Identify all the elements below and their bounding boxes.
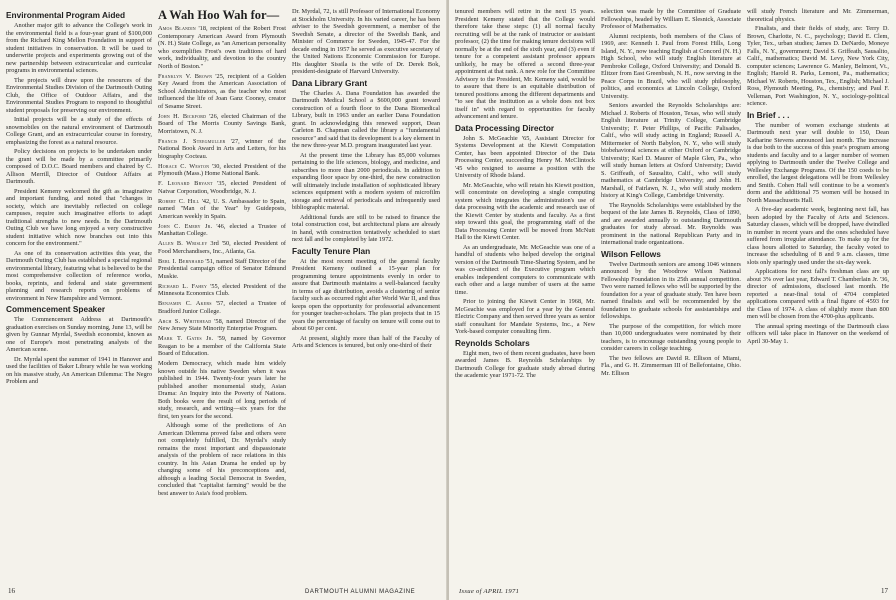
honoree-text: '59, named by Governor Reagan to be a member of the California State Board of Education. bbox=[158, 335, 286, 357]
honors-entry bbox=[158, 240, 286, 255]
honors-entry bbox=[158, 163, 286, 178]
honoree-name: Allen B. Wrisley bbox=[158, 240, 208, 247]
right-column-2 bbox=[601, 8, 741, 578]
paragraph: Alumni recipients, both members of the Class of 1969, are: Kenneth I. Paul from Forest Hills, Long Island, N. Y., now teaching English at Concord (N. H.) High School, who will study English literature at Pembroke College, Oxford University; and Donald B. Elitzer from East Greenbush, N. H., now serving in the Peace Corps in Brazil, who will study philosophy, politics, and economics at Lincoln College, Oxford University. bbox=[601, 32, 741, 100]
honoree-name: Berl I. Bernhard bbox=[158, 257, 204, 265]
honoree-text: '27, winner of the National Book Award in Arts and Letters, for his biography Cocteau. bbox=[158, 137, 286, 160]
left-column-2 bbox=[158, 8, 286, 578]
honors-entry bbox=[158, 300, 286, 315]
honoree-text: '57, elected a Trustee of Bradford Junior College. bbox=[158, 300, 286, 315]
paragraph: As one of its conservation activities this year, the Dartmouth Outing Club has established a special regional environmental library, featuring what is believed to be the most comprehensive collection of reference works, books, reprints, and federal and state government planning and research reports on problems of environment in New Hampshire and Vermont. bbox=[6, 249, 152, 302]
paragraph: A five-day academic week, beginning next fall, has been adopted by the Faculty of Arts and Sciences. Saturday classes, which will be dropped, have dwindled in number in recent years and the ones scheduled have suffered from irregular attendance. To make up for the class hours allotted to Saturday, the faculty voted to increase the scheduling of 8 and 9 a.m. classes, time slots only sparingly used under the six-day week. bbox=[747, 206, 889, 266]
honoree-name: Amos Blandin bbox=[158, 25, 196, 32]
paragraph: At present, slightly more than half of the Faculty of Arts and Sciences is tenured, but only one-third of their bbox=[292, 334, 440, 349]
paragraph: The projects will draw upon the resources of the Environmental Studies Division of the Dartmouth Outing Club, the Office of Outdoor Affairs, and the Environmental Studies Program to respond to thoughtful student proposals for preserving our environment. bbox=[6, 76, 152, 114]
paragraph: will study French literature and Mr. Zimmerman, theoretical physics. bbox=[747, 8, 889, 23]
honors-entry bbox=[158, 283, 286, 298]
right-column-3 bbox=[747, 8, 889, 578]
paragraph: At the most recent meeting of the general faculty President Kemeny outlined a 15-year plan for programming tenure appointments evenly in order to assure that Dartmouth maintains a well-balanced faculty in terms of age distribution, avoids a clustering of senior faculty such as occurred right after World War II, and thus keeps open the opportunity for professorial advancement for younger teacher-scholars. The plan projects that in 15 years the percentage of faculty on tenure will come out to about 60 per cent. bbox=[292, 257, 440, 332]
honors-list bbox=[158, 25, 286, 358]
honoree-name: Franklyn V. Brown bbox=[158, 72, 213, 80]
paragraph: Initial projects will be a study of the effects of snowmobiles on the natural environment of Dartmouth College Grant, and an extracurricular course in forestry, emphasizing the forest as a natural resource. bbox=[6, 116, 152, 146]
paragraph: As an undergraduate, Mr. McGeachie was one of a handful of students who helped develop the original version of the Dartmouth Time-Sharing System, and he was co-architect of the Executive program which enables independent computers to communicate with each other and a large number of users at the same time. bbox=[455, 243, 595, 296]
honoree-name: Benjamin C. Akers bbox=[158, 300, 212, 307]
honors-entry bbox=[158, 73, 286, 111]
paragraph: The annual spring meetings of the Dartmouth class officers will take place in Hanover on the weekend of April 30-May 1. bbox=[747, 322, 889, 345]
honoree-text: '51, named Staff Director of the Presidential campaign office of Senator Edmund Muskie. bbox=[158, 257, 286, 280]
honors-entry bbox=[158, 318, 286, 333]
paragraph: The Reynolds Scholarships were established by the bequest of the late James B. Reynolds, Class of 1890, and are awarded annually to outstanding Dartmouth graduates for study abroad. Mr. Reynolds was prominent in the national Republican Party and in international trade organizations. bbox=[601, 201, 741, 246]
section-heading: Faculty Tenure Plan bbox=[292, 245, 371, 256]
paragraph: The Charles A. Dana Foundation has awarded the Dartmouth Medical School a $600,000 grant toward construction of a fourth floor to the Dana Biomedical Library, built in 1963 under an earlier Dana Foundation grant. In acknowledging this renewed support, Dean Carleton B. Chapman called the library a "fundamental resource" and said that its development is a key element in the new three-year M.D. program inaugurated last year. bbox=[292, 89, 440, 149]
section-heading: Commencement Speaker bbox=[6, 304, 106, 314]
page-number-right: 17 bbox=[881, 587, 888, 595]
honors-entry bbox=[158, 138, 286, 161]
left-page bbox=[0, 0, 447, 600]
honoree-text: '35, elected President of Natvar Corporation, Woodbridge, N. J. bbox=[158, 180, 286, 195]
section-title: A Wah Hoo Wah for— bbox=[158, 8, 280, 22]
right-column-1 bbox=[455, 8, 595, 578]
issue-date: Issue of APRIL 1971 bbox=[459, 588, 520, 595]
paragraph: John S. McGeachie '65, Assistant Director for Systems Development at the Kiewit Computation Center, has been appointed Director of the Data Processing Center, succeeding Henry M. McClintock '45 who resigned to assume a position with the University of Rhode Island. bbox=[455, 134, 595, 179]
honors-entry bbox=[158, 258, 286, 281]
honoree-name: John H. Bickford bbox=[158, 112, 207, 120]
honoree-text: '30, elected President of the Plymouth (Mass.) Home National Bank. bbox=[158, 162, 286, 177]
section-heading: Wilson Fellows bbox=[601, 248, 661, 259]
section-heading: Reynolds Scholars bbox=[455, 337, 530, 348]
honors-entry bbox=[158, 180, 286, 195]
honoree-text: '25, recipient of a Golden Key Award from the American Association of School Administrators, as the teacher who most influenced the life of Joan Ganz Cooney, creator of Sesame Street. bbox=[158, 72, 286, 110]
honoree-name: John C. Emery Jr. bbox=[158, 222, 213, 230]
paragraph: tenured members will retire in the next 15 years. President Kemeny stated that the College would therefore take these steps: (1) all normal faculty recruiting will be at the rank of instructor or assistant professor, (2) the time for making tenure decisions will normally be at the end of the sixth year, and (3) even if tenure for a competent assistant professor appears unlikely, he may be offered a second three-year appointment at that rank. A new role for the Committee Advisory to the President, Mr. Kemeny said, would be to assure that there is an equitable distribution of tenured positions among the different departments and "to see that the institution as a whole does not box itself in" with regard to opportunities for faculty advancement and tenure. bbox=[455, 8, 595, 120]
left-column-3 bbox=[292, 8, 440, 578]
paragraph: Eight men, two of them recent graduates, have been awarded James B. Reynolds Scholarships by Dartmouth College for graduate study abroad during the academic year 1971-72. The bbox=[455, 349, 595, 379]
honoree-text: '42, U. S. Ambassador to Spain, named "Man of the Year" by Guideposts, American weekly in Spain. bbox=[158, 197, 286, 220]
paragraph: Although some of the predictions of An American Dilemma proved false and others were not completely fulfilled, Dr. Myrdal's study remains the most important and dispassionate analysis of the problem of race relations in this country. In his Asian Drama he ended up by changing some of his preconceptions and, although a leading Social Democrat in Sweden, concluded that "capitalist farming" would be the best answer to Asia's food problem. bbox=[158, 422, 286, 497]
section-heading: Environmental Program Aided bbox=[6, 10, 126, 20]
honors-entry bbox=[158, 335, 286, 358]
paragraph: Additional funds are still to be raised to finance the total construction cost, but architectural plans are already in hand, with construction tentatively scheduled to start next fall and be completed by late 1972. bbox=[292, 213, 440, 243]
honoree-name: Mark T. Gates Jr. bbox=[158, 335, 214, 342]
honors-entry bbox=[158, 113, 286, 136]
honoree-name: Robert C. Hill bbox=[158, 197, 200, 205]
issue-footer bbox=[459, 588, 519, 595]
paragraph: Another major gift to advance the College's work in the environmental field is a four-year grant of $100,000 from the Richard King Mellon Foundation in support of student initiatives in conservation. It will be used to underwrite projects and experiments growing out of the new partnership between extracurricular and curricular programs in environmental sciences. bbox=[6, 22, 152, 74]
paragraph: Applications for next fall's freshman class are up about 3% over last year, Edward T. Chamberlain Jr. '36, director of admissions, disclosed last month. He reported a near-final total of 4704 completed applications compared with a final figure of 4593 for the Class of 1974. A class of slightly more than 800 men will be chosen from the 4700-plus applicants. bbox=[747, 268, 889, 320]
paragraph: Mr. McGeachie, who will retain his Kiewit position, will concentrate on developing a single computing system which integrates the administration's use of data processing with the academic and research use of the Kiewit Center by students and faculty. As a first step toward this goal, the programming staff of the Data Processing Center will be moved from McNutt Hall to the Kiewit Center. bbox=[455, 181, 595, 241]
honoree-text: '26, elected Chairman of the Board of The Morris County Savings Bank, Morristown, N. J. bbox=[158, 112, 286, 135]
section-heading: Data Processing Director bbox=[455, 122, 555, 133]
magazine-name-footer: DARTMOUTH ALUMNI MAGAZINE bbox=[305, 589, 416, 595]
paragraph: Policy decisions on projects to be undertaken under the grant will be made by a committee primarily composed of D.O.C. Board members and chaired by C. Allison Merrill, Director of Outdoor Affairs at Dartmouth. bbox=[6, 148, 152, 185]
honors-entry bbox=[158, 198, 286, 221]
honoree-text: 3rd '50, elected President of Food Merchandisers, Inc., Atlanta, Ga. bbox=[158, 240, 286, 255]
honoree-text: '58, named Director of the New Jersey State Minority Enterprise Program. bbox=[158, 317, 286, 332]
honoree-text: '55, elected President of the Minnesota Economics Club. bbox=[158, 282, 286, 297]
paragraph: Prior to joining the Kiewit Center in 1968, Mr. McGeachie was employed for a year by the General Electric Company and then served three years as senior staff consultant for Mandate Systems, Inc., a New York-based computer consulting firm. bbox=[455, 298, 595, 335]
honoree-name: Arch S. Whitehead bbox=[158, 317, 212, 325]
honors-entry bbox=[158, 223, 286, 238]
paragraph: The Commencement Address at Dartmouth's graduation exercises on Sunday morning, June 13, will be given by Gunnar Myrdal, Swedish economist, known as one of Europe's most penetrating analysts of the American scene. bbox=[6, 316, 152, 353]
paragraph: Dr. Myrdal spent the summer of 1941 in Hanover and used the facilities of Baker Library while he was working on his massive study, An American Dilemma: The Negro Problem and bbox=[6, 355, 152, 385]
left-column-1 bbox=[6, 8, 152, 578]
section-heading: In Brief . . . bbox=[747, 109, 790, 120]
honoree-name: Richard L. Fahey bbox=[158, 282, 208, 290]
honors-entry bbox=[158, 25, 286, 70]
honoree-text: '18, recipient of the Robert Frost Contemporary American Award from Plymouth (N. H.) State College, as "an American personality who exemplifies Frost's own traditions of hard work, individuality, and devotion to the country North of Boston." bbox=[158, 25, 286, 70]
right-page bbox=[449, 0, 896, 600]
paragraph: The purpose of the competition, for which more than 10,000 undergraduates were nominated by their teachers, is to encourage outstanding young people to consider careers in college teaching. bbox=[601, 322, 741, 352]
paragraph: The two fellows are David R. Ellison of Miami, Fla., and G. H. Zimmerman III of Bellefontaine, Ohio. Mr. Ellison bbox=[601, 354, 741, 377]
paragraph: Finalists, and their fields of study, are: Terry D. Brown, Charlotte, N. C., psychology; David E. Clem, Tyler, Tex., urban studies; James D. DeNardo, Moneye Falls, N. Y., government; David S. Griffeath, Sausalito, Calif., mathematics; David M. Levy, New York City, computer sciences; Lawrence G. Manley, Belmont, Vt., English; Harold R. Parks, Lemont, Pa., mathematics; Michael W. Roberts, Houston, Tex., English; Michael J. Ross, Plymouth Meeting, Pa., chemistry; and Paul F. Velleman, Port Washington, N. Y., sociology-political science. bbox=[747, 25, 889, 107]
paragraph: Twelve Dartmouth seniors are among 1046 winners announced by the Woodrow Wilson National Fellowship Foundation in its 25th annual competition. Two were named fellows who will be supported by the foundation for a year of graduate study. Ten have been named finalists and will be recommended by the foundation to graduate schools for assistantships and fellowships. bbox=[601, 260, 741, 320]
paragraph: At the present time the Library has 85,000 volumes pertaining to the life sciences, biology, and medicine, and subscribes to more than 2000 periodicals. In addition to expanding floor space by one-third, the new construction will ultimately include installation of sophisticated library sciences equipment with a modern system of microfilm storage and retrieval of periodicals and infrequently used bibliographic material. bbox=[292, 151, 440, 211]
honoree-text: '46, elected a Trustee of Manhattan College. bbox=[158, 222, 286, 237]
honoree-name: F. Leonard Bryant bbox=[158, 180, 213, 187]
page-number-left: 16 bbox=[8, 587, 15, 595]
paragraph: Dr. Myrdal, 72, is still Professor of International Economy at Stockholm University. In his varied career, he has been adviser to the Swedish government, a member of the Swedish Senate, a director of the Swedish Bank, and Minister of Commerce for Sweden, 1945-47. For the decade ending in 1957 he served as executive secretary of the United Nations Economic Commission for Europe. His daughter Sissila is the wife of Dr. Derek Bok, president-designate of Harvard University. bbox=[292, 8, 440, 75]
paragraph: The number of women exchange students at Dartmouth next year will double to 150, Dean Katharine Stevens announced last month. The increase is due both to the success of this year's program among students and faculty and to a larger number of women applying to Dartmouth under the Twelve College and Wellesley Exchange Programs. Of the 150 coeds to be enrolled, the largest delegations will be from Wellesley and Smith. Cohen Hall will continue to be a women's dorm and the additional 75 women will be housed in North Massachusetts Hall. bbox=[747, 121, 889, 204]
section-heading: Dana Library Grant bbox=[292, 77, 368, 88]
paragraph: Seniors awarded the Reynolds Scholarships are: Michael J. Roberts of Houston, Texas, who will study English literature at Trinity College, Cambridge University; F. Peter Phillips, of Pacific Palisades, Calif., who will study acting in England; Russell A. Mittermeier of North Babylon, N. Y., who will study biobehavioral sciences at either Oxford or Cambridge University; Karl D. Maurer of Maple Glen, Pa., who will study human letters at Oxford University; David S. Griffeath, of Sausalito, Calif., who will study mathematics at Cambridge University; and John H. Marshall, of Fairlawn, N. J., who will study modern history at King's College, Cambridge University. bbox=[601, 102, 741, 199]
honoree-name: Horace C. Weston bbox=[158, 162, 210, 170]
honoree-name: Francis J. Steegmuller bbox=[158, 137, 226, 145]
paragraph: selection was made by the Committee of Graduate Fellowships, headed by William E. Slesnick, Associate Professor of Mathematics. bbox=[601, 8, 741, 30]
paragraph: President Kemeny welcomed the gift as imaginative and important funding, and noted that "changes in society, which are inevitably reflected on college campuses, require such imaginative efforts to adapt traditional strengths to new needs. In the Dartmouth Outing Club we have long enjoyed a very constructive student initiative which now branches out into this concern for the environment." bbox=[6, 187, 152, 247]
paragraph: Modern Democracy, which made him widely known outside his native Sweden when it was published in 1944. Twenty-four years later he published another monumental study, Asian Drama: An Inquiry into the Poverty of Nations. Both books were the result of long periods of study, research, and writing—six years for the first, ten years for the second. bbox=[158, 360, 286, 420]
